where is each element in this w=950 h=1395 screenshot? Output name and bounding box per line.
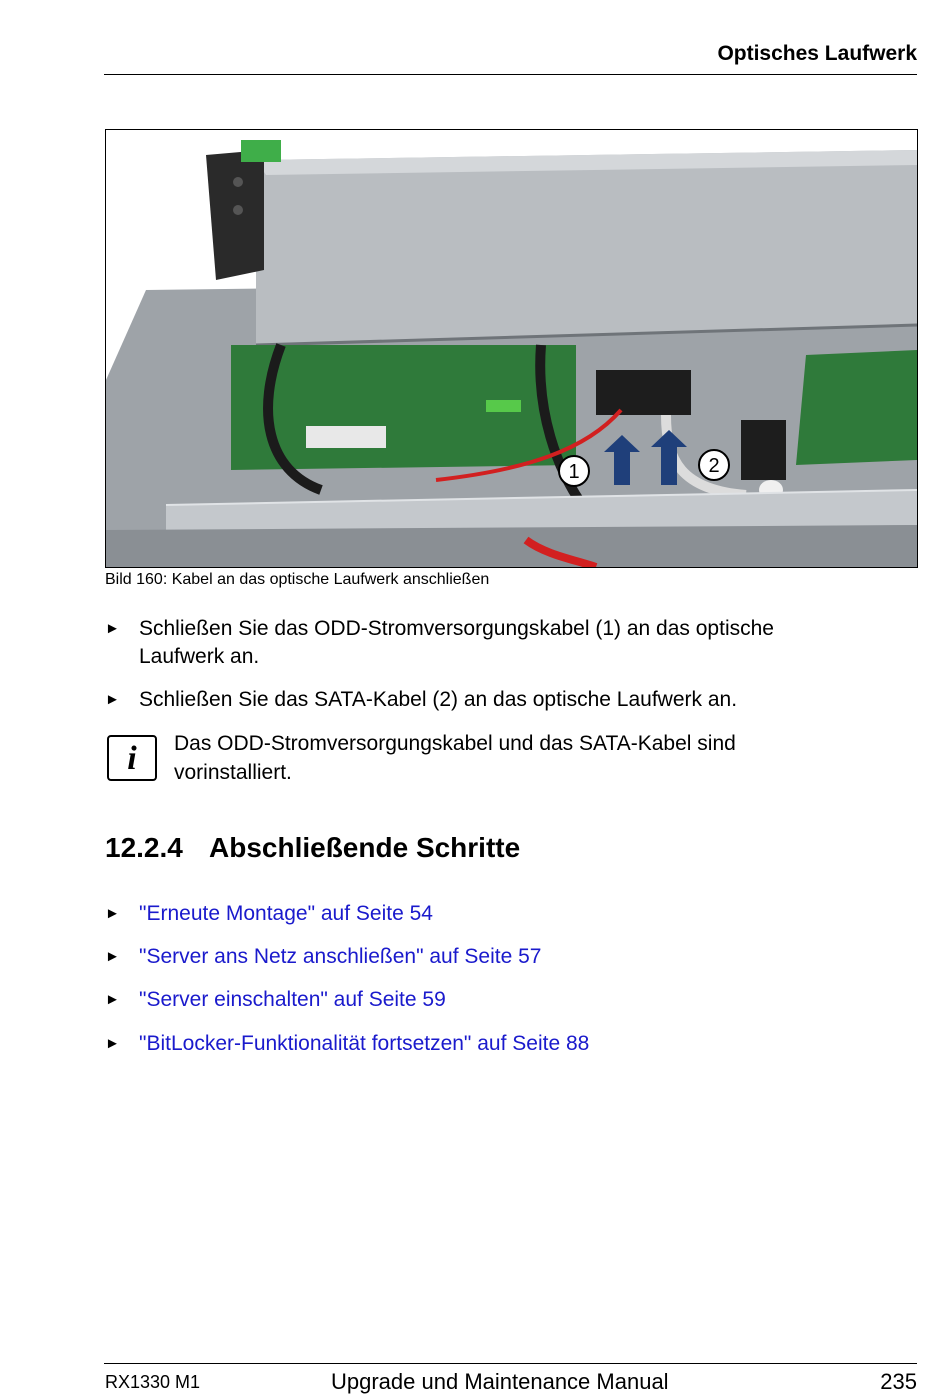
info-icon: i bbox=[107, 735, 157, 781]
info-note-line2: vorinstalliert. bbox=[174, 761, 292, 784]
bullet-arrow-icon: ► bbox=[105, 620, 120, 637]
callout-1 bbox=[559, 456, 589, 486]
info-note bbox=[174, 729, 736, 787]
running-header: Optisches Laufwerk bbox=[717, 42, 917, 65]
footer-model: RX1330 M1 bbox=[105, 1372, 201, 1392]
cross-reference-link[interactable]: "Server einschalten" auf Seite 59 bbox=[139, 988, 446, 1011]
info-note-line1: Das ODD-Stromversorgungskabel und das SATA-Kabel sind bbox=[174, 732, 736, 755]
bullet-arrow-icon: ► bbox=[105, 948, 120, 965]
callout-1-label: 1 bbox=[568, 461, 580, 483]
cross-reference-link[interactable]: "Erneute Montage" auf Seite 54 bbox=[139, 902, 433, 925]
section-heading bbox=[105, 832, 520, 864]
footer-rule bbox=[104, 1363, 917, 1364]
server-photo-illustration bbox=[106, 130, 917, 567]
bullet-arrow-icon: ► bbox=[105, 1035, 120, 1052]
header-rule bbox=[104, 74, 917, 75]
bullet-arrow-icon: ► bbox=[105, 905, 120, 922]
callout-2-label: 2 bbox=[708, 455, 720, 477]
callout-2 bbox=[699, 450, 729, 480]
bullet-arrow-icon: ► bbox=[105, 691, 120, 708]
figure-caption: Bild 160: Kabel an das optische Laufwerk anschließen bbox=[105, 571, 490, 588]
step-text-line2: Laufwerk an. bbox=[139, 645, 260, 668]
bullet-arrow-icon: ► bbox=[105, 991, 120, 1008]
step-text-line1: Schließen Sie das SATA-Kabel (2) an das optische Laufwerk an. bbox=[139, 688, 738, 711]
figure-photo bbox=[105, 129, 918, 568]
cross-reference-link[interactable]: "Server ans Netz anschließen" auf Seite 57 bbox=[139, 945, 542, 968]
page-number: 235 bbox=[880, 1369, 917, 1394]
section-title: Abschließende Schritte bbox=[209, 832, 521, 863]
section-number: 12.2.4 bbox=[105, 832, 183, 863]
footer-manual-title: Upgrade und Maintenance Manual bbox=[331, 1369, 669, 1394]
step-text-line1: Schließen Sie das ODD-Stromversorgungskabel (1) an das optische bbox=[139, 617, 774, 640]
cross-reference-link[interactable]: "BitLocker-Funktionalität fortsetzen" auf Seite 88 bbox=[139, 1032, 590, 1055]
